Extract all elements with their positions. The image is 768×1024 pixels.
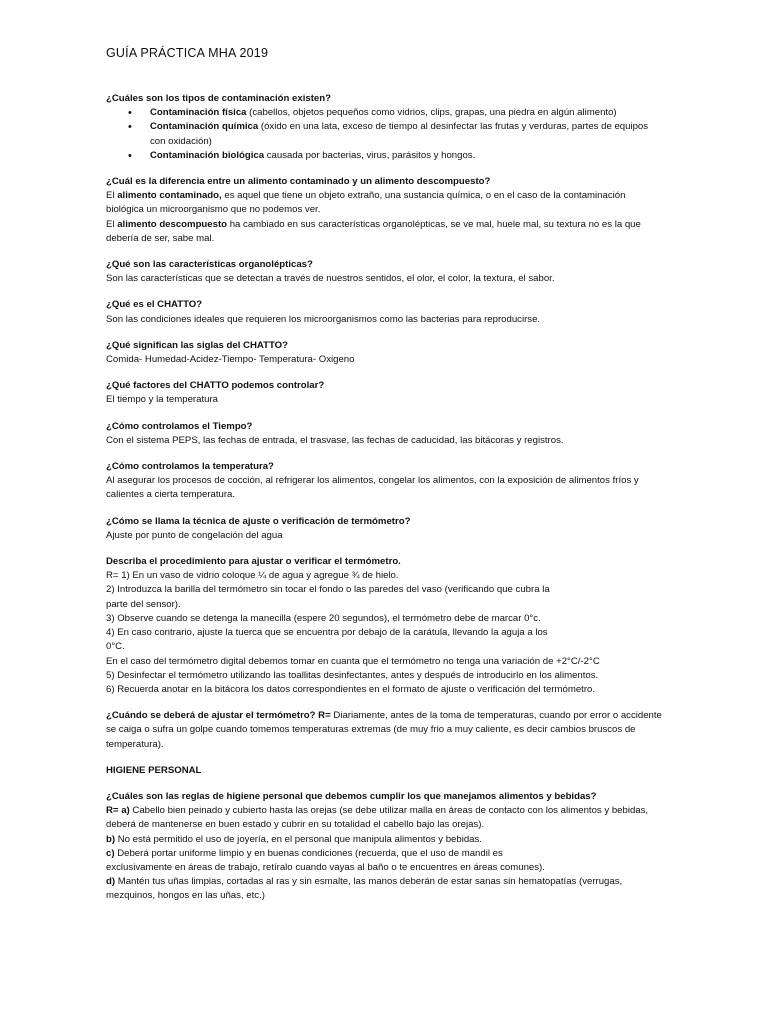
answer-paragraph xyxy=(106,709,662,752)
section-heading: HIGIENE PERSONAL xyxy=(106,764,202,776)
contamination-list xyxy=(106,106,662,163)
answer-text: El xyxy=(106,190,118,202)
answer-paragraph xyxy=(106,189,662,217)
section-chatto-acronym xyxy=(106,339,662,367)
question-heading: ¿Cómo se llama la técnica de ajuste o verificación de termómetro? xyxy=(106,515,411,527)
list-item-term: Contaminación biológica xyxy=(150,149,265,161)
question-heading: ¿Qué es el CHATTO? xyxy=(106,299,203,311)
list-item xyxy=(106,106,662,120)
question-heading: ¿Qué factores del CHATTO podemos controlar? xyxy=(106,380,325,392)
rule-text: No está permitido el uso de joyería, en el personal que manipula alimentos y bebidas. xyxy=(115,833,482,845)
procedure-step: 6) Recuerda anotar en la bitácora los datos correspondientes en el formato de ajuste o verificación del termómetro. xyxy=(106,683,596,695)
answer-text: ha cambiado en sus características organolépticas, se ve mal, huele mal, su textura no es la que debería de ser, sabe mal. xyxy=(106,218,641,244)
list-item-text: causada por bacterias, virus, parásitos y hongos. xyxy=(264,149,476,161)
rule-item xyxy=(106,875,662,903)
rule-label: d) xyxy=(106,876,116,888)
question-heading: ¿Cuál es la diferencia entre un alimento contaminado y un alimento descompuesto? xyxy=(106,176,491,188)
answer-text: Con el sistema PEPS, las fechas de entrada, el trasvase, las fechas de caducidad, las bitácoras y registros. xyxy=(106,434,564,446)
section-temperature-control xyxy=(106,460,662,503)
list-item xyxy=(106,149,662,163)
section-when-adjust xyxy=(106,709,662,752)
question-heading: ¿Qué significan las siglas del CHATTO? xyxy=(106,339,288,351)
procedure-step: 3) Observe cuando se detenga la manecilla (espere 20 segundos), el termómetro debe de marcar 0°c. xyxy=(106,612,541,624)
rule-item xyxy=(106,847,662,861)
question-heading: ¿Cómo controlamos el Tiempo? xyxy=(106,420,253,432)
section-chatto-controllable xyxy=(106,379,662,407)
question-heading: ¿Cuándo se deberá de ajustar el termómetro? R= xyxy=(106,710,331,722)
answer-text: El tiempo y la temperatura xyxy=(106,394,218,406)
list-item-term: Contaminación física xyxy=(150,107,247,119)
answer-term: alimento descompuesto xyxy=(117,218,228,230)
procedure-step: En el caso del termómetro digital debemos tomar en cuanta que el termómetro no tenga una variación de +2°C/-2°C xyxy=(106,655,600,667)
answer-text: Son las características que se detectan a través de nuestros sentidos, el olor, el color, la textura, el sabor. xyxy=(106,273,555,285)
section-contamination-types xyxy=(106,92,662,163)
procedure-step: R= 1) En un vaso de vidrio coloque ¼ de agua y agregue ¾ de hielo. xyxy=(106,570,399,582)
document-body xyxy=(106,92,662,916)
section-personal-hygiene-heading xyxy=(106,764,662,778)
procedure-step: 5) Desinfectar el termómetro utilizando las toallitas desinfectantes, antes y después de introducirlo en los alimentos. xyxy=(106,669,599,681)
section-thermometer-technique xyxy=(106,515,662,543)
answer-paragraph xyxy=(106,218,662,246)
question-heading: ¿Cómo controlamos la temperatura? xyxy=(106,461,274,473)
section-hygiene-rules xyxy=(106,790,662,904)
question-heading: ¿Cuáles son los tipos de contaminación existen? xyxy=(106,93,331,104)
section-time-control xyxy=(106,420,662,448)
rule-text: Mantén tus uñas limpias, cortadas al ras y sin esmalte, las manos deberán de estar sanas sin hematopatías (verrugas, mezquinos, hongos en las uñas, etc.) xyxy=(106,876,623,902)
section-thermometer-procedure xyxy=(106,555,662,697)
rule-text: Cabello bien peinado y cubierto hasta las orejas (se debe utilizar malla en áreas de contacto con los alimentos y bebidas, deberá de mantenerse en buen estado y cubrir en su totalidad el cabello bajo las orejas). xyxy=(106,805,649,831)
list-item-text: (cabellos, objetos pequeños como vidrios, clips, grapas, una piedra en algún alimento) xyxy=(246,107,617,119)
rule-label: R= a) xyxy=(106,805,130,817)
section-contaminated-vs-spoiled xyxy=(106,175,662,246)
list-item-term: Contaminación química xyxy=(150,121,259,133)
answer-text: El xyxy=(106,218,118,230)
answer-text: Son las condiciones ideales que requieren los microorganismos como las bacterias para reproducirse. xyxy=(106,313,541,325)
rule-item xyxy=(106,804,662,832)
rule-item xyxy=(106,833,662,847)
procedure-step: parte del sensor). xyxy=(106,598,181,610)
procedure-step: 4) En caso contrario, ajuste la tuerca que se encuentra por debajo de la carátula, llevando la aguja a los xyxy=(106,627,548,639)
rule-text: Deberá portar uniforme limpio y en buenas condiciones (recuerda, que el uso de mandil es xyxy=(114,847,503,859)
procedure-step: 0°C. xyxy=(106,641,125,653)
answer-text: Comida- Humedad-Acidez-Tiempo- Temperatura- Oxigeno xyxy=(106,354,355,366)
answer-text: es aquel que tiene un objeto extraño, una sustancia química, o en el caso de la contaminación biológica un microorganismo que no podemos ver. xyxy=(106,190,626,216)
procedure-step: 2) Introduzca la barilla del termómetro sin tocar el fondo o las paredes del vaso (verificando que cubra la xyxy=(106,584,550,596)
page-title: GUÍA PRÁCTICA MHA 2019 xyxy=(106,46,269,60)
answer-text: Diariamente, antes de la toma de temperaturas, cuando por error o accidente se caiga o sufra un golpe cuando tomemos temperaturas extremas (de muy frio a muy caliente, es decir cambios bruscos de temperatura). xyxy=(106,710,662,750)
list-item-text: (óxido en una lata, exceso de tiempo al desinfectar las frutas y verduras, partes de equipos con oxidación) xyxy=(150,121,649,147)
answer-text: Ajuste por punto de congelación del agua xyxy=(106,529,283,541)
rule-label: c) xyxy=(106,847,115,859)
question-heading: ¿Qué son las características organolépticas? xyxy=(106,259,313,271)
question-heading: ¿Cuáles son las reglas de higiene personal que debemos cumplir los que manejamos alimentos y bebidas? xyxy=(106,790,597,802)
rule-text-continued: exclusivamente en áreas de trabajo, retíralo cuando vayas al baño o te encuentres en áreas comunes). xyxy=(106,861,545,873)
list-item xyxy=(106,120,662,148)
section-chatto xyxy=(106,298,662,326)
question-heading: Describa el procedimiento para ajustar o verificar el termómetro. xyxy=(106,556,401,568)
section-organoleptic xyxy=(106,258,662,286)
rule-label: b) xyxy=(106,833,116,845)
answer-term: alimento contaminado, xyxy=(117,190,222,202)
answer-text: Al asegurar los procesos de cocción, al refrigerar los alimentos, congelar los alimentos, con la exposición de alimentos fríos y calientes a cierta temperatura. xyxy=(106,475,639,501)
